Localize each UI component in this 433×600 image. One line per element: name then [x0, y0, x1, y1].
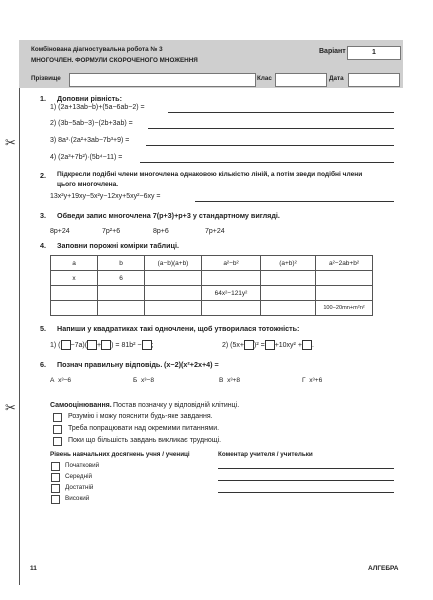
q5-eq2-part-b: )² =	[253, 341, 265, 349]
table-row	[51, 271, 373, 286]
q6-option-c[interactable]	[219, 377, 240, 384]
work-header	[19, 40, 403, 70]
table-header-cell: (a+b)²	[261, 256, 316, 271]
q2-answer-line[interactable]	[195, 201, 394, 202]
table-cell: 100−20mn+m²n²	[316, 301, 373, 316]
q5-eq2-part-a: 2) (5x+	[222, 341, 244, 349]
q5-box[interactable]	[101, 340, 111, 350]
q3-option-1[interactable]: 8p+24	[50, 228, 70, 235]
q5-eq1-part-d: ) = 81b² −	[111, 341, 142, 349]
q4-number: 4.	[40, 241, 46, 250]
work-title: Комбінована діагностувальна робота № 3	[31, 46, 163, 53]
table-cell-input[interactable]	[145, 271, 202, 286]
q5-eq2-part-c: +10xy² +	[274, 341, 302, 349]
table-cell-input[interactable]	[98, 286, 145, 301]
q6-option-a[interactable]	[50, 377, 71, 384]
option-letter: Б	[133, 377, 138, 384]
q1-item-2: 2) (3b−5ab−3)−(2b+3ab) =	[50, 120, 133, 127]
q6-option-b[interactable]	[133, 377, 154, 384]
comment-line-2[interactable]	[218, 480, 394, 481]
table-header-row	[51, 256, 373, 271]
comment-line-3[interactable]	[218, 492, 394, 493]
q6-expression: (x−2)(x²+2x+4) =	[164, 360, 219, 369]
q5-equation-2: 2) (5x+ )² = +10xy² + .	[222, 341, 314, 349]
table-cell-input[interactable]	[202, 271, 261, 286]
q1-number: 1.	[40, 94, 46, 103]
q5-box[interactable]	[61, 340, 71, 350]
table-cell-input[interactable]	[98, 301, 145, 316]
self-checkbox-3[interactable]	[53, 437, 62, 446]
class-label: Клас	[257, 75, 272, 82]
q1-answer-line-1[interactable]	[168, 112, 394, 113]
subject-label: АЛГЕБРА	[368, 565, 399, 572]
q5-box[interactable]	[142, 340, 152, 350]
table-cell-input[interactable]	[261, 286, 316, 301]
self-checkbox-1[interactable]	[53, 413, 62, 422]
surname-label: Прізвище	[31, 75, 61, 82]
table-row	[51, 286, 373, 301]
table-header-cell: a	[51, 256, 98, 271]
q4-table	[50, 255, 373, 316]
option-value: x³−8	[141, 377, 155, 384]
self-assessment-instruction: Постав позначку у відповідній клітинці.	[113, 402, 240, 409]
q6-option-d[interactable]	[302, 377, 322, 384]
self-item-3: Поки що більшість завдань викликає труднощі.	[68, 437, 222, 444]
level-checkbox-3[interactable]	[51, 484, 60, 493]
q3-option-2[interactable]: 7p²+6	[102, 228, 121, 235]
table-cell-input[interactable]	[145, 286, 202, 301]
level-checkbox-1[interactable]	[51, 462, 60, 471]
work-subtitle: МНОГОЧЛЕН. ФОРМУЛИ СКОРОЧЕНОГО МНОЖЕННЯ	[31, 57, 198, 64]
table-header-cell: (a−b)(a+b)	[145, 256, 202, 271]
q5-number: 5.	[40, 324, 46, 333]
self-item-2: Треба попрацювати над окремими питаннями.	[68, 425, 220, 432]
q5-eq1-part-b: −7a)(	[70, 341, 88, 349]
q2-expression: 13x²y+19xy−5x²y−12xy+5xy²−6xy =	[50, 193, 161, 200]
option-letter: А	[50, 377, 55, 384]
self-checkbox-2[interactable]	[53, 425, 62, 434]
variant-label: Варіант	[319, 48, 346, 55]
q5-equation-1: 1) ( −7a)( + ) = 81b² − ;	[50, 341, 154, 349]
q1-text: Доповни рівність:	[57, 94, 122, 103]
table-header-cell: a²−2ab+b²	[316, 256, 373, 271]
q1-answer-line-4[interactable]	[140, 162, 394, 163]
q1-answer-line-3[interactable]	[146, 145, 394, 146]
option-letter: В	[219, 377, 224, 384]
q5-box[interactable]	[302, 340, 312, 350]
q3-option-4[interactable]: 7p+24	[205, 228, 225, 235]
table-header-cell: a²−b²	[202, 256, 261, 271]
q5-eq1-part-a: 1) (	[50, 341, 61, 349]
date-field[interactable]	[348, 73, 400, 87]
q2-number: 2.	[40, 171, 46, 180]
class-field[interactable]	[275, 73, 327, 87]
self-item-1: Розумію і можу пояснити будь-яке завдання.	[68, 413, 213, 420]
q5-box[interactable]	[87, 340, 97, 350]
table-cell-input[interactable]	[51, 301, 98, 316]
table-cell-input[interactable]	[261, 301, 316, 316]
comment-line-1[interactable]	[218, 468, 394, 469]
q1-item-3: 3) 8a³·(2a²+3ab−7b³+9) =	[50, 137, 130, 144]
table-cell-input[interactable]	[145, 301, 202, 316]
level-item-3: Достатній	[65, 484, 94, 491]
q5-box[interactable]	[244, 340, 254, 350]
q2-text-line1: Підкресли подібні члени многочлена однаковою кількістю ліній, а потім зведи подібні члени	[57, 171, 363, 178]
q3-option-3[interactable]: 8p+6	[153, 228, 169, 235]
table-cell-input[interactable]	[316, 286, 373, 301]
q2-text-line2: цього многочлена.	[57, 181, 119, 188]
level-checkbox-2[interactable]	[51, 473, 60, 482]
q1-item-4: 4) (2a³+7b²)·(5b⁴−11) =	[50, 154, 123, 161]
levels-title: Рівень навчальних досягнень учня / учениці	[50, 451, 190, 458]
table-cell: 64x²−121y²	[202, 286, 261, 301]
scissors-icon: ✂	[5, 135, 16, 150]
level-item-2: Середній	[65, 473, 92, 480]
surname-field[interactable]	[69, 73, 256, 87]
teacher-comment-title: Коментар учителя / учительки	[218, 451, 313, 458]
option-value: x³+6	[309, 377, 323, 384]
table-cell-input[interactable]	[202, 301, 261, 316]
option-value: x³−6	[58, 377, 72, 384]
q6-text: Познач правильну відповідь.	[57, 360, 163, 369]
q3-text: Обведи запис многочлена 7(p+3)+p+3 у стандартному вигляді.	[57, 211, 280, 220]
self-assessment-title: Самооцінювання.	[50, 402, 112, 409]
level-item-1: Початковий	[65, 462, 100, 469]
level-checkbox-4[interactable]	[51, 495, 60, 504]
q4-text: Заповни порожні комірки таблиці.	[57, 241, 179, 250]
scissors-icon: ✂	[5, 400, 16, 415]
table-cell-input[interactable]	[261, 271, 316, 286]
page-number: 11	[30, 565, 37, 572]
variant-value: 1	[347, 46, 401, 60]
q1-item-1: 1) (2a+13ab−b)+(5a−6ab−2) =	[50, 104, 145, 111]
table-header-cell: b	[98, 256, 145, 271]
q5-box[interactable]	[265, 340, 275, 350]
level-item-4: Високий	[65, 495, 90, 502]
table-cell-input[interactable]	[316, 271, 373, 286]
table-cell: 6	[98, 271, 145, 286]
option-value: x³+8	[227, 377, 241, 384]
table-cell-input[interactable]	[51, 286, 98, 301]
table-cell: x	[51, 271, 98, 286]
q1-answer-line-2[interactable]	[148, 128, 394, 129]
student-info-bar	[19, 70, 403, 88]
table-row	[51, 301, 373, 316]
q5-text: Напиши у квадратиках такі одночлени, щоб утворилася тотожність:	[57, 324, 300, 333]
q5-eq1-part-c: +	[97, 341, 102, 349]
option-letter: Г	[302, 377, 306, 384]
q3-number: 3.	[40, 211, 46, 220]
q6-number: 6.	[40, 360, 46, 369]
date-label: Дата	[329, 75, 344, 82]
